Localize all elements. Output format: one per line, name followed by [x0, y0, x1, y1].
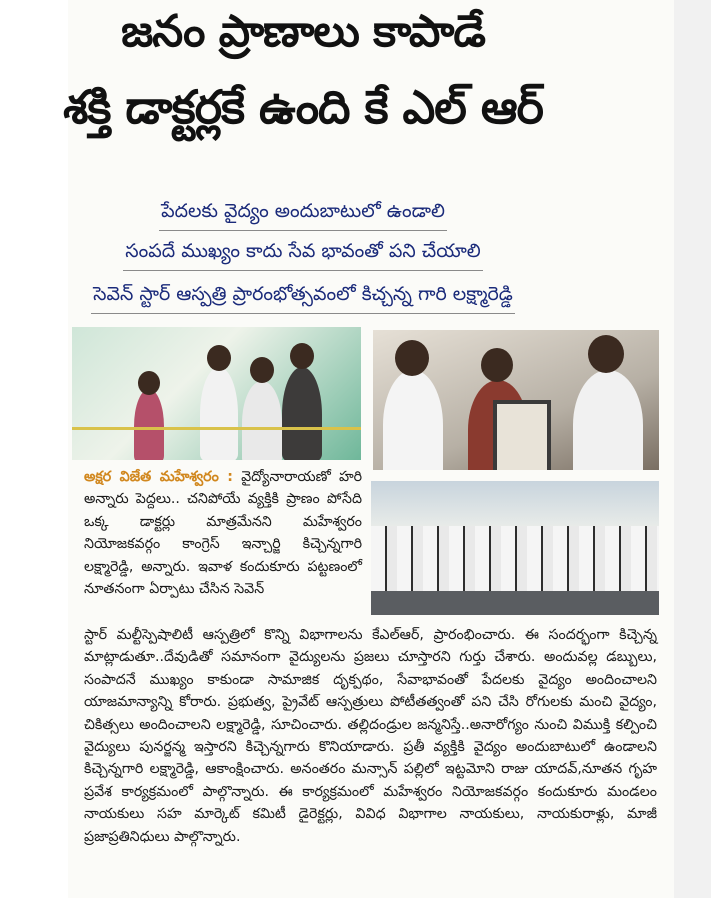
subhead-3-text: సెవెన్ స్టార్ ఆస్పత్రి ప్రారంభోత్సవంలో కిచ్చన్న గారి లక్ష్మారెడ్డి	[91, 283, 515, 314]
page-margin	[674, 0, 711, 898]
photo-group	[371, 481, 659, 615]
article-body-text: స్టార్ మల్టీస్పెషాలిటీ ఆస్పత్రిలో కొన్ని విభాగాలను కేఎల్ఆర్, ప్రారంభించారు. ఈ సందర్భంగా కిచ్చెన్న మాట్లాడుతూ..దేవుడితో సమానంగా వైద్యులను ప్రజలు చూస్తారని గుర్తు చేశారు. అందువల్ల డబ్బులు, సంపాదనే ముఖ్యం కాకుండా సామాజిక దృక్పథం, సేవాభావంతో పేదలకు వైద్యం అందించాలని యాజమాన్యాన్ని కోరారు. ప్రభుత్వ, ప్రైవేట్ ఆస్పత్రులు పోటీతత్వంతో పని చేసి రోగులకు మంచి వైద్యం, చికిత్సలు అందించాలని లక్ష్మారెడ్డి, సూచించారు. తల్లిదండ్రుల జన్మనిస్తే..అనారోగ్యం నుంచి విముక్తి కల్పించి వైద్యులు పునర్జన్మ ఇస్తారని కిచ్చెన్నగారు కొనియాడారు. ప్రతీ వ్యక్తికి వైద్యం అందుబాటులో ఉండాలని కిచ్చెన్నగారి లక్ష్మారెడ్డి, ఆకాంక్షించారు. అనంతరం మన్సాన్ పల్లిలో ఇట్టమోని రాజు యాదవ్,నూతన గృహ ప్రవేశ కార్యక్రమంలో పాల్గొన్నారు. ఈ కార్యక్రమంలో మహేశ్వరం నియోజకవర్గం కందుకూరు మండలం నాయకులు సహ మార్కెట్ కమిటీ డైరెక్టర్లు, వివిధ విభాగాల నాయకులు, నాయకురాళ్లు, మాజీ ప్రజాప్రతినిధులు పాల్గొన్నారు.	[84, 627, 657, 845]
headline-line-1: జనం ప్రాణాలు కాపాడే	[121, 6, 485, 57]
article-column-text	[84, 466, 362, 600]
headline-line-2: శక్తి డాక్టర్లకే ఉంది కే ఎల్ ఆర్	[63, 80, 543, 134]
subhead-1-text: పేదలకు వైద్యం అందుబాటులో ఉండాలి	[159, 200, 447, 231]
photo-ribbon-cutting	[72, 327, 361, 460]
subhead-2	[0, 240, 606, 271]
subhead-3	[0, 283, 606, 314]
byline: అక్షర విజేత మహేశ్వరం :	[84, 469, 233, 485]
article-lead: వైద్యోనారాయణో హరి అన్నారు పెద్దలు.. చనిపోయే వ్యక్తికి ప్రాణం పోసేది ఒక్క డాక్టర్లు మాత్రమేనని మహేశ్వరం నియోజకవర్గం కాంగ్రెస్ ఇన్చార్జి కిచ్చెన్నగారి లక్ష్మారెడ్డి, అన్నారు. ఇవాళ కందుకూరు పట్టణంలో నూతనంగా ఏర్పాటు చేసిన సెవెన్	[84, 469, 363, 598]
subhead-1	[0, 200, 606, 231]
subhead-2-text: సంపదే ముఖ్యం కాదు సేవ భావంతో పని చేయాలి	[123, 240, 482, 271]
photo-felicitation	[373, 330, 659, 470]
